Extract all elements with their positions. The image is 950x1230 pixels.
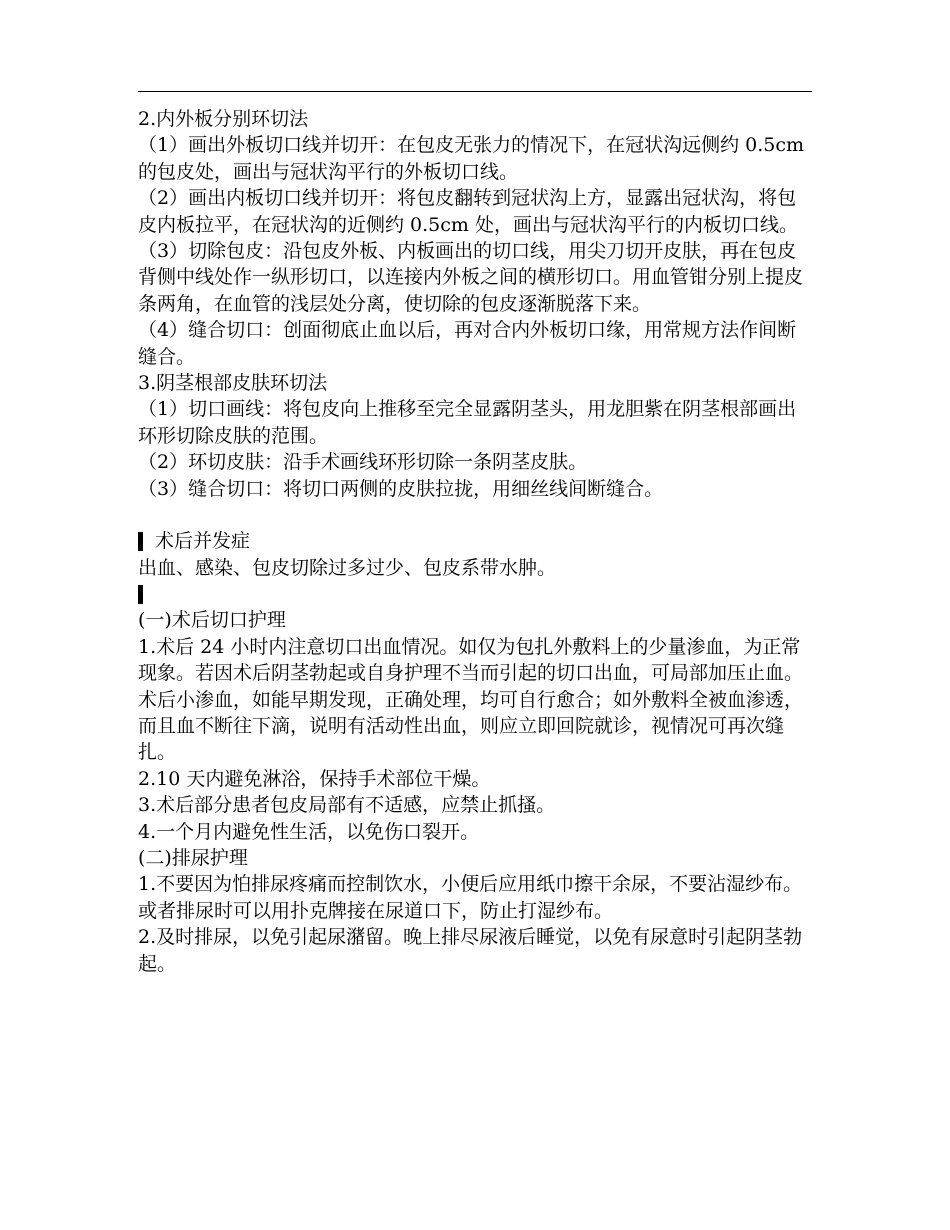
heading-text: 术后并发症 xyxy=(155,530,251,553)
paragraph: 1.术后 24 小时内注意切口出血情况。如仅为包扎外敷料上的少量渗血，为正常现象。若因术后阴茎勃起或自身护理不当而引起的切口出血，可局部加压止血。术后小渗血，如能早期发现，正确处理，均可自行愈合；如外敷料全被血渗透，而且血不断往下滴，说明有活动性出血，则应立即回院就诊，视情况可再次缝扎。 xyxy=(138,635,804,764)
paragraph: 3.术后部分患者包皮局部有不适感，应禁止抓搔。 xyxy=(138,794,556,817)
paragraph: （1）画出外板切口线并切开：在包皮无张力的情况下，在冠状沟远侧约 0.5cm 的包皮处，画出与冠状沟平行的外板切口线。 xyxy=(138,134,805,183)
blank-line xyxy=(138,502,814,528)
bullet-bar-icon xyxy=(138,585,143,604)
paragraph: 2.10 天内避免淋浴，保持手术部位干燥。 xyxy=(138,767,491,790)
paragraph: 1.不要因为怕排尿疼痛而控制饮水，小便后应用纸巾擦干余尿，不要沾湿纱布。或者排尿时可以用扑克牌接在尿道口下，防止打湿纱布。 xyxy=(138,873,803,922)
header-rule xyxy=(138,91,812,92)
paragraph: （2）环切皮肤：沿手术画线环形切除一条阴茎皮肤。 xyxy=(138,451,588,474)
care-heading-marker xyxy=(138,581,814,607)
section-title: (一)术后切口护理 xyxy=(138,609,286,632)
bullet-bar-icon xyxy=(138,532,143,551)
paragraph: （3）缝合切口：将切口两侧的皮肤拉拢，用细丝线间断缝合。 xyxy=(138,477,664,500)
paragraph: 4.一个月内避免性生活，以免伤口裂开。 xyxy=(138,820,480,843)
complications-heading xyxy=(138,528,814,554)
paragraph: （1）切口画线：将包皮向上推移至完全显露阴茎头，用龙胆紫在阴茎根部画出环形切除皮肤的范围。 xyxy=(138,398,797,447)
paragraph: 2.及时排尿，以免引起尿潴留。晚上排尽尿液后睡觉，以免有尿意时引起阴茎勃起。 xyxy=(138,926,803,975)
section-title: (二)排尿护理 xyxy=(138,846,248,869)
section-title: 3.阴茎根部皮肤环切法 xyxy=(138,372,328,395)
paragraph: 出血、感染、包皮切除过多过少、包皮系带水肿。 xyxy=(138,556,557,579)
paragraph: （3）切除包皮：沿包皮外板、内板画出的切口线，用尖刀切开皮肤，再在包皮背侧中线处作一纵形切口，以连接内外板之间的横形切口。用血管钳分别上提皮条两角，在血管的浅层处分离，使切除的包皮逐渐脱落下来。 xyxy=(138,240,804,315)
paragraph: （4）缝合切口：创面彻底止血以后，再对合内外板切口缘，用常规方法作间断缝合。 xyxy=(138,319,797,368)
section-title: 2.内外板分别环切法 xyxy=(138,108,309,130)
paragraph: （2）画出内板切口线并切开：将包皮翻转到冠状沟上方，显露出冠状沟，将包皮内板拉平，在冠状沟的近侧约 0.5cm 处，画出与冠状沟平行的内板切口线。 xyxy=(138,187,798,236)
document-body xyxy=(138,106,814,977)
